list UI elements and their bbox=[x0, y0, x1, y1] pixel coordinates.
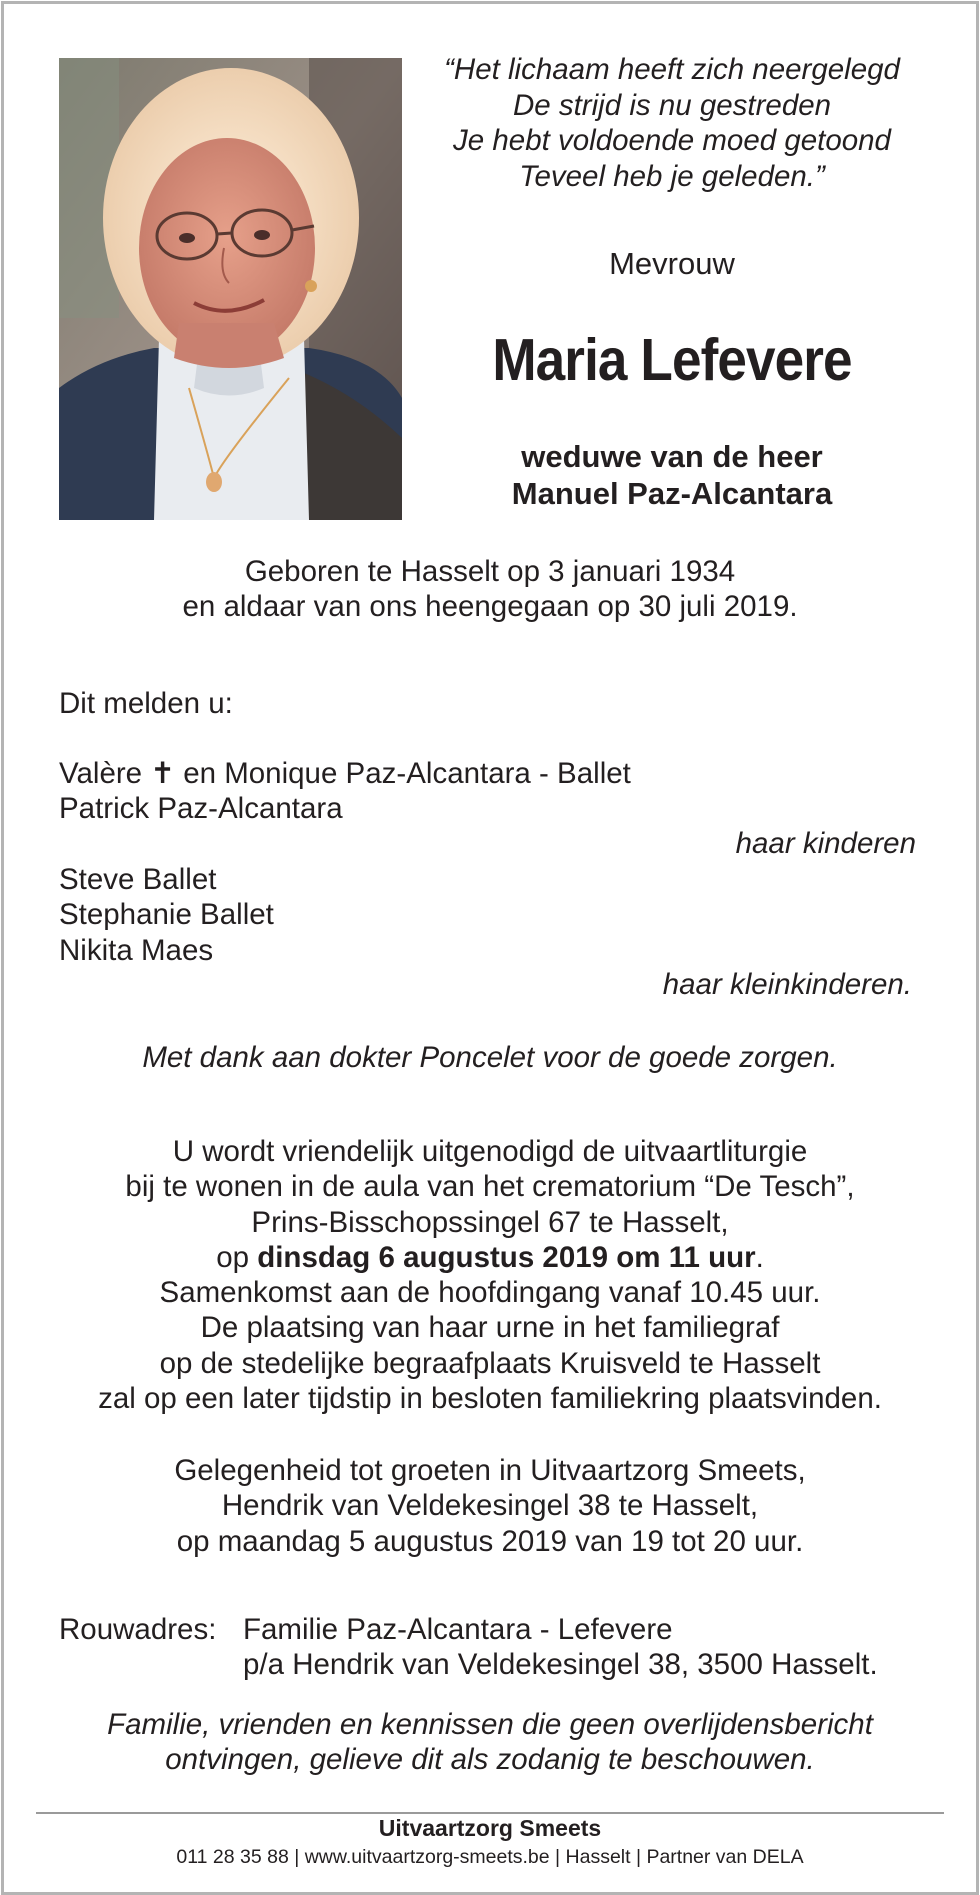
list-item: Patrick Paz-Alcantara bbox=[59, 792, 343, 826]
address-lines bbox=[243, 1612, 878, 1683]
funeral-line: Samenkomst aan de hoofdingang vanaf 10.45 uur. bbox=[159, 1276, 821, 1310]
birth-death-text bbox=[0, 554, 980, 625]
funeral-date-prefix: op bbox=[216, 1240, 250, 1274]
footer-company: Uitvaartzorg Smeets bbox=[378, 1815, 602, 1841]
visitation-line: Hendrik van Veldekesingel 38 te Hasselt, bbox=[221, 1489, 759, 1523]
quote-line: De strijd is nu gestreden bbox=[512, 88, 832, 122]
quote-line: “Het lichaam heeft zich neergelegd bbox=[444, 53, 900, 86]
list-item: Valère ✝ en Monique Paz-Alcantara - Ballet bbox=[59, 757, 631, 790]
portrait-photo bbox=[59, 58, 402, 520]
widow-of bbox=[412, 438, 932, 512]
list-item: Steve Ballet bbox=[59, 863, 217, 896]
address-label: Rouwadres: bbox=[59, 1613, 217, 1646]
thanks-text bbox=[0, 1040, 980, 1075]
birth-line: Geboren te Hasselt op 3 januari 1934 bbox=[244, 555, 736, 588]
grandchildren-list bbox=[59, 862, 274, 968]
funeral-date-suffix: . bbox=[755, 1240, 764, 1274]
closing-line: ontvingen, gelieve dit als zodanig te beschouwen. bbox=[165, 1743, 815, 1777]
children-label: haar kinderen bbox=[735, 827, 916, 860]
address-line: Familie Paz-Alcantara - Lefevere bbox=[243, 1613, 673, 1646]
footer-contact: 011 28 35 88 | www.uitvaartzorg-smeets.be | Hasselt | Partner van DELA bbox=[176, 1846, 804, 1868]
footer-divider bbox=[36, 1812, 944, 1814]
funeral-line: De plaatsing van haar urne in het familiegraf bbox=[200, 1311, 780, 1345]
thanks-line: Met dank aan dokter Poncelet voor de goede zorgen. bbox=[142, 1041, 838, 1074]
visitation-line: op maandag 5 augustus 2019 van 19 tot 20 uur. bbox=[176, 1524, 804, 1558]
widow-line: Manuel Paz-Alcantara bbox=[511, 476, 833, 511]
announcers-intro: Dit melden u: bbox=[59, 687, 233, 720]
funeral-line: bij te wonen in de aula van het crematorium “De Tesch”, bbox=[125, 1170, 855, 1204]
funeral-line: op de stedelijke begraafplaats Kruisveld te Hasselt bbox=[159, 1346, 821, 1380]
list-item: Stephanie Ballet bbox=[59, 898, 274, 932]
closing-note bbox=[0, 1707, 980, 1778]
funeral-line: Prins-Bisschopssingel 67 te Hasselt, bbox=[251, 1205, 729, 1239]
death-line: en aldaar van ons heengegaan op 30 juli 2019. bbox=[182, 590, 798, 624]
funeral-line: zal op een later tijdstip in besloten familiekring plaatsvinden. bbox=[98, 1382, 882, 1416]
funeral-invitation bbox=[0, 1134, 980, 1416]
poem-quote bbox=[412, 52, 932, 194]
portrait-illustration bbox=[59, 58, 402, 520]
closing-line: Familie, vrienden en kennissen die geen overlijdensbericht bbox=[107, 1708, 873, 1741]
children-list bbox=[59, 756, 631, 827]
grandchildren-label: haar kleinkinderen. bbox=[662, 968, 912, 1001]
widow-line: weduwe van de heer bbox=[521, 439, 823, 474]
quote-line: Teveel heb je geleden.” bbox=[519, 159, 825, 193]
funeral-line: U wordt vriendelijk uitgenodigd de uitvaartliturgie bbox=[172, 1135, 808, 1168]
salutation: Mevrouw bbox=[609, 246, 735, 281]
visitation-text bbox=[0, 1453, 980, 1559]
list-item: Nikita Maes bbox=[59, 933, 214, 967]
deceased-name: Maria Lefevere bbox=[492, 327, 852, 393]
funeral-date: dinsdag 6 augustus 2019 om 11 uur bbox=[257, 1240, 756, 1274]
visitation-line: Gelegenheid tot groeten in Uitvaartzorg Smeets, bbox=[174, 1454, 806, 1487]
quote-line: Je hebt voldoende moed getoond bbox=[453, 124, 891, 157]
address-line: p/a Hendrik van Veldekesingel 38, 3500 Hasselt. bbox=[243, 1648, 878, 1682]
funeral-date-line bbox=[0, 1240, 980, 1275]
